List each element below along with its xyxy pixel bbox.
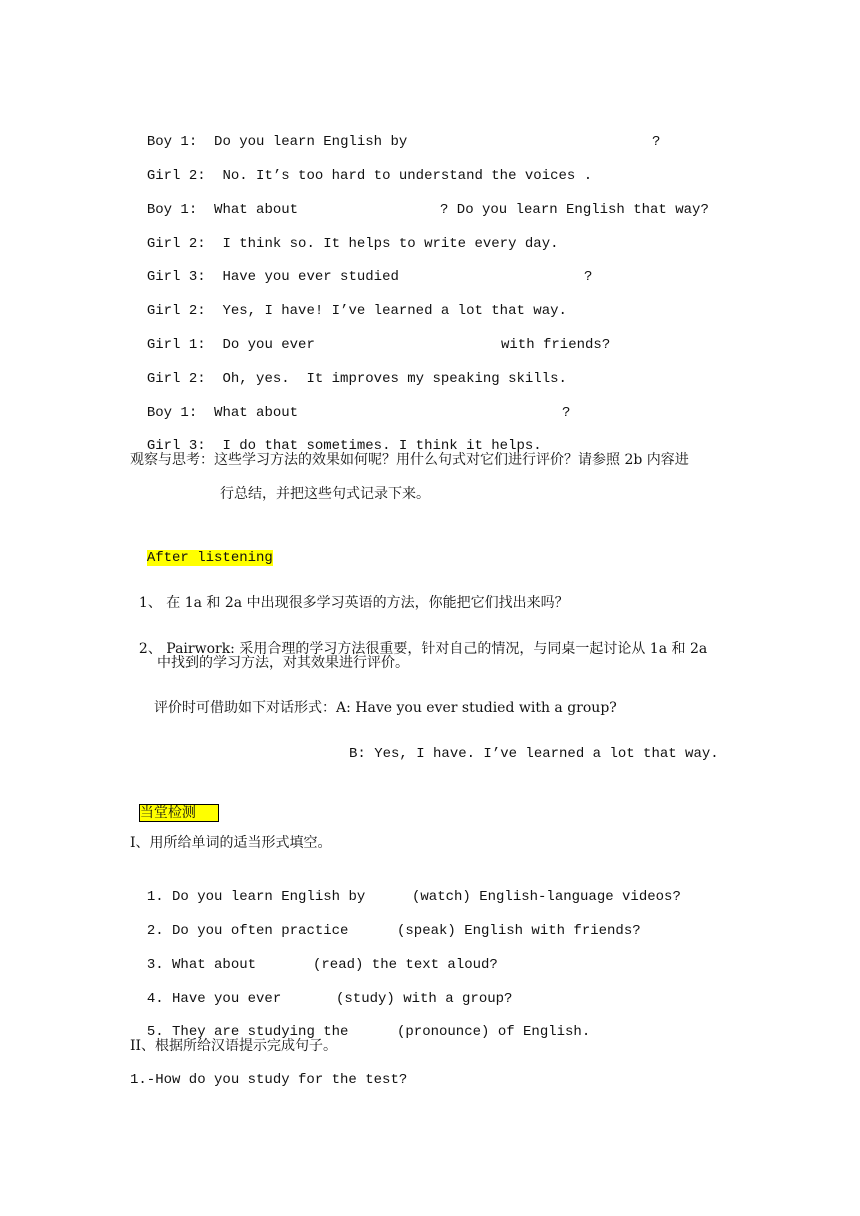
line-text: I think so. It helps to write every day. bbox=[222, 236, 559, 252]
speaker: Girl 2: bbox=[146, 371, 206, 387]
after-listening-label: After listening bbox=[146, 550, 273, 566]
line-text: I do that sometimes. I think it helps. bbox=[222, 438, 542, 454]
speaker: Girl 1: bbox=[146, 337, 206, 353]
line-text: Have you ever studied bbox=[222, 269, 399, 285]
evaluation-line-a: 评价时可借助如下对话形式：A: Have you ever studied with a group? bbox=[154, 700, 617, 716]
exercise-hint: (read) the text aloud? bbox=[313, 957, 498, 973]
exercise-hint: (pronounce) of English. bbox=[397, 1024, 591, 1040]
line-text-end: ? bbox=[584, 269, 593, 285]
speaker: Boy 1: bbox=[146, 405, 198, 421]
exercise-prompt: 1. Do you learn English by bbox=[146, 889, 366, 905]
speaker: Girl 2: bbox=[146, 303, 206, 319]
check-heading bbox=[130, 783, 219, 823]
line-text-end: ? Do you learn English that way? bbox=[440, 202, 709, 218]
line-text-end: ? bbox=[562, 405, 571, 421]
speaker: Girl 3: bbox=[146, 438, 206, 454]
line-text: What about bbox=[214, 202, 299, 218]
item-text: Pairwork: 采用合理的学习方法很重要，针对自己的情况，与同桌一起讨论从 1a 和 2a bbox=[166, 641, 708, 657]
item-number: 2、 bbox=[138, 641, 162, 657]
check-heading-label: 当堂检测 bbox=[139, 804, 219, 822]
line-text-end: ? bbox=[652, 134, 661, 150]
section-1-title: I、用所给单词的适当形式填空。 bbox=[130, 835, 332, 851]
observe-line-2: 行总结，并把这些句式记录下来。 bbox=[220, 486, 430, 502]
speaker: Girl 2: bbox=[146, 168, 206, 184]
observe-line-1: 观察与思考：这些学习方法的效果如何呢？用什么句式对它们进行评价？请参照 2b 内容进 bbox=[130, 452, 689, 468]
item-text: 在 1a 和 2a 中出现很多学习英语的方法，你能把它们找出来吗？ bbox=[166, 595, 569, 611]
speaker: Girl 3: bbox=[146, 269, 206, 285]
line-text: Oh, yes. It improves my speaking skills. bbox=[222, 371, 567, 387]
exercise-prompt: 4. Have you ever bbox=[146, 991, 282, 1007]
line-text-end: with friends? bbox=[501, 337, 611, 353]
after-listening-item-1 bbox=[130, 573, 569, 613]
line-text: Yes, I have! I’ve learned a lot that way. bbox=[222, 303, 567, 319]
speaker: Boy 1: bbox=[146, 202, 198, 218]
line-text: What about bbox=[214, 405, 299, 421]
exercise-hint: (speak) English with friends? bbox=[397, 923, 641, 939]
after-listening-item-2-cont: 中找到的学习方法，对其效果进行评价。 bbox=[157, 655, 409, 671]
exercise-hint: (watch) English-language videos? bbox=[412, 889, 681, 905]
section-2-question-1: 1.-How do you study for the test? bbox=[130, 1072, 408, 1088]
speaker: Boy 1: bbox=[146, 134, 198, 150]
exercise-hint: (study) with a group? bbox=[336, 991, 513, 1007]
exercise-prompt: 2. Do you often practice bbox=[146, 923, 349, 939]
item-number: 1、 bbox=[138, 595, 162, 611]
speaker: Girl 2: bbox=[146, 236, 206, 252]
line-text: Do you ever bbox=[222, 337, 315, 353]
exercise-prompt: 5. They are studying the bbox=[146, 1024, 349, 1040]
exercise-prompt: 3. What about bbox=[146, 957, 257, 973]
section-2-title: II、根据所给汉语提示完成句子。 bbox=[130, 1038, 338, 1054]
line-text: No. It’s too hard to understand the voices . bbox=[222, 168, 593, 184]
evaluation-line-b: B: Yes, I have. I’ve learned a lot that way. bbox=[349, 746, 719, 762]
after-listening-heading bbox=[130, 528, 273, 568]
line-text: Do you learn English by bbox=[214, 134, 408, 150]
